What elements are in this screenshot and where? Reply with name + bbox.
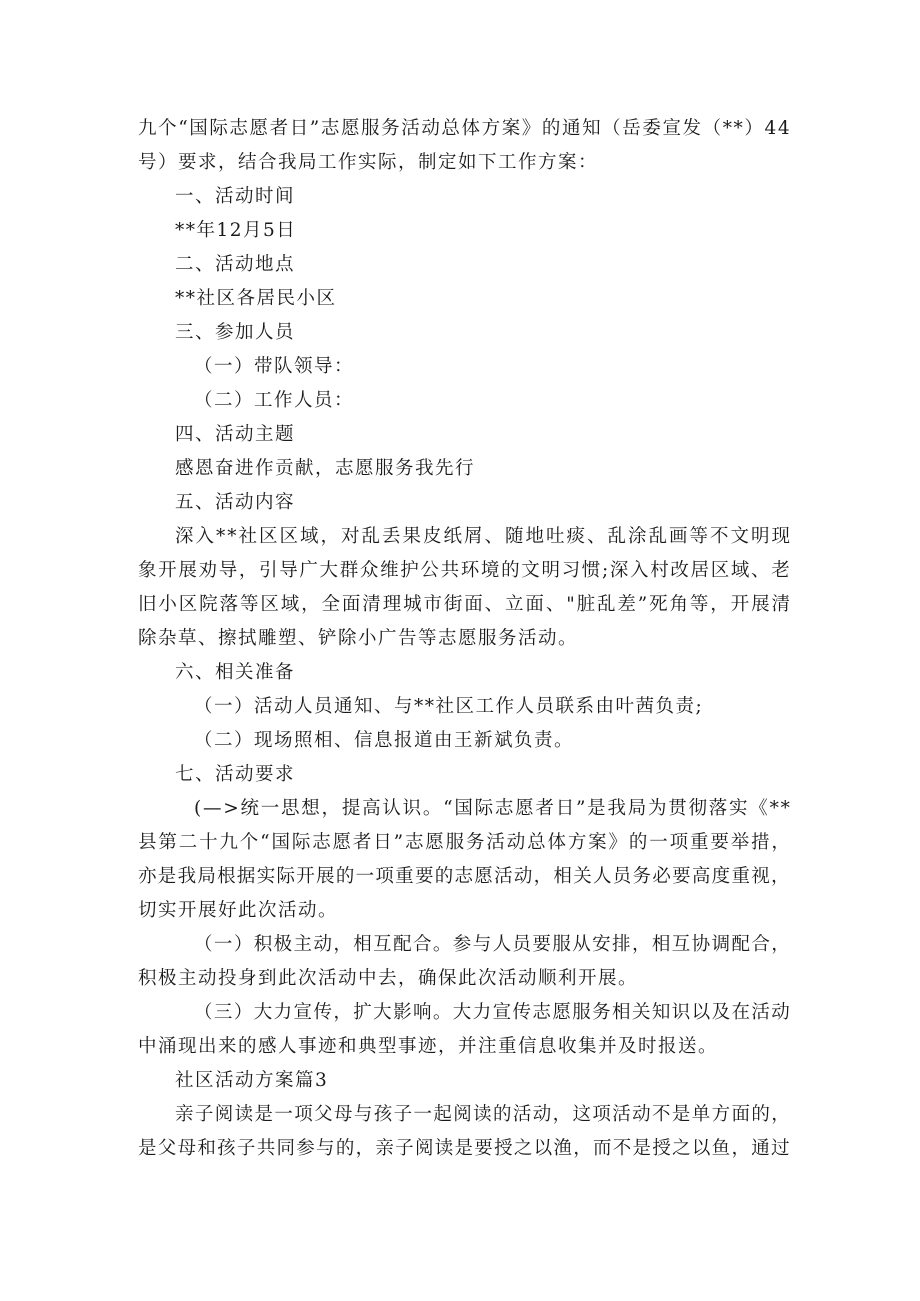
document-line: 亦 是 我 局 根 据 实 际 开 展 的 一 项 重 要 的 志 愿 活 动 ， 相 关 人 员 务 必 要 高 度 重 视 ， (138, 866, 790, 887)
document-line: 县 第 二 十 九 个 “ 国 际 志 愿 者 日 ” 志 愿 服 务 活 动 总 体 方 案 》 的 一 项 重 要 举 措 ， (138, 832, 790, 853)
document-line: 中涌现出来的感人事迹和典型事迹，并注重信息收集并及时报送。 (138, 1036, 719, 1057)
document-line: 六、相关准备 (175, 662, 296, 683)
document-line: （一）活动人员通知、与**社区工作人员联系由叶茜负责; (194, 696, 704, 717)
document-line: ( — > 统 一 思 想 ， 提 高 认 识 。 “ 国 际 志 愿 者 日 ” 是 我 局 为 贯 彻 落 实 《 * * (194, 798, 790, 819)
document-line: 切实开展好此次活动。 (138, 900, 339, 921)
document-line: 感恩奋进作贡献，志愿服务我先行 (175, 458, 476, 479)
document-line: 是 父 母 和 孩 子 共 同 参 与 的 ， 亲 子 阅 读 是 要 授 之 以 渔 ， 而 不 是 授 之 以 鱼 ， 通 过 (138, 1138, 790, 1159)
document-line: 亲 子 阅 读 是 一 项 父 母 与 孩 子 一 起 阅 读 的 活 动 ， 这 项 活 动 不 是 单 方 面 的 ， (175, 1104, 790, 1125)
document-line: 除杂草、擦拭雕塑、铲除小广告等志愿服务活动。 (138, 628, 579, 649)
document-line: （ 三 ） 大 力 宣 传 ， 扩 大 影 响 。 大 力 宣 传 志 愿 服 务 相 关 知 识 以 及 在 活 动 (194, 1002, 790, 1023)
document-line: 深 入 * * 社 区 区 域 ， 对 乱 丢 果 皮 纸 屑 、 随 地 吐 痰 、 乱 涂 乱 画 等 不 文 明 现 (175, 526, 790, 547)
document-line: 二、活动地点 (175, 254, 296, 275)
document-line: 七、活动要求 (175, 764, 296, 785)
document-line: 五、活动内容 (175, 492, 296, 513)
document-line: 一、活动时间 (175, 186, 296, 207)
document-line: 九 个 “ 国 际 志 愿 者 日 ” 志 愿 服 务 活 动 总 体 方 案 》 的 通 知 （ 岳 委 宣 发 （ * * ） 4 4 (138, 118, 790, 139)
document-line: （二）现场照相、信息报道由王新斌负责。 (194, 730, 575, 751)
document-line: （一）带队领导： (194, 356, 355, 377)
document-line: 号）要求，结合我局工作实际，制定如下工作方案： (138, 152, 599, 173)
document-line: 四、活动主题 (175, 424, 296, 445)
document-line: （二）工作人员： (194, 390, 355, 411)
document-line: 旧 小 区 院 落 等 区 域 ， 全 面 清 理 城 市 街 面 、 立 面 、 " 脏 乱 差 ” 死 角 等 ， 开 展 清 (138, 594, 790, 615)
document-line: 社区活动方案篇3 (175, 1070, 329, 1091)
document-line: **年12月5日 (175, 220, 297, 241)
document-line: **社区各居民小区 (175, 288, 337, 309)
document-body (138, 112, 790, 1166)
document-line: 象 开 展 劝 导 ， 引 导 广 大 群 众 维 护 公 共 环 境 的 文 明 习 惯 ; 深 入 村 改 居 区 域 、 老 (138, 560, 790, 581)
document-line: 三、参加人员 (175, 322, 296, 343)
document-line: （ 一 ） 积 极 主 动 ， 相 互 配 合 。 参 与 人 员 要 服 从 安 排 ， 相 互 协 调 配 合 ， (194, 934, 790, 955)
document-line: 积极主动投身到此次活动中去，确保此次活动顺利开展。 (138, 968, 639, 989)
